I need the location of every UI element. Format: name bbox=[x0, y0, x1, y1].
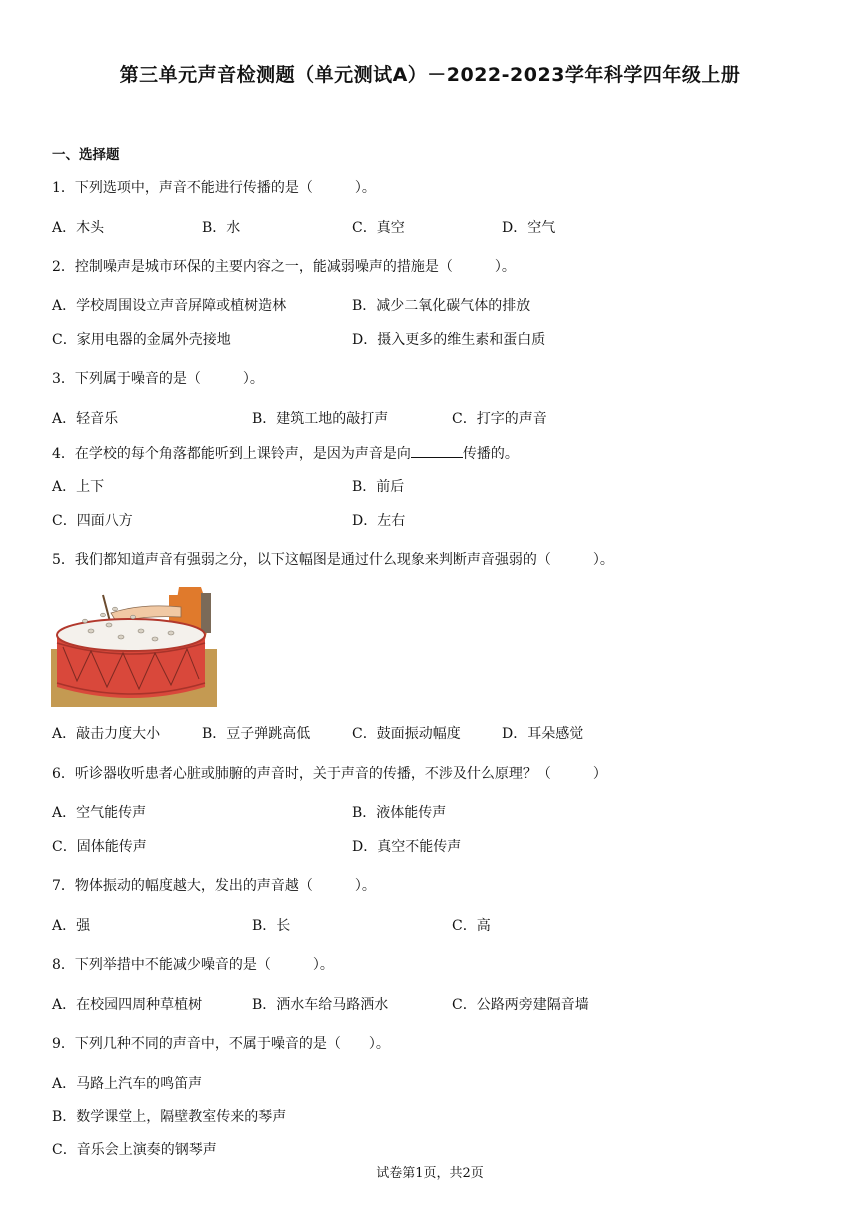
q9-option-a: A．马路上汽车的鸣笛声 bbox=[52, 1076, 203, 1092]
q9-option-b: B．数学课堂上，隔壁教室传来的琴声 bbox=[52, 1109, 287, 1125]
drum-illustration bbox=[51, 587, 217, 707]
q1-option-b: B．水 bbox=[202, 220, 241, 236]
section-heading: 一、选择题 bbox=[52, 147, 120, 163]
q2-option-a: A．学校周围设立声音屏障或植树造林 bbox=[52, 298, 287, 314]
q8-option-a: A．在校园四周种草植树 bbox=[52, 997, 203, 1013]
q5-option-b: B．豆子弹跳高低 bbox=[202, 726, 311, 742]
q7-option-c: C．高 bbox=[452, 918, 491, 934]
question-1-stem: 1．下列选项中，声音不能进行传播的是（ ）。 bbox=[52, 180, 376, 196]
q6-option-c: C．固体能传声 bbox=[52, 839, 147, 855]
q3-option-a: A．轻音乐 bbox=[52, 411, 119, 427]
q6-option-d: D．真空不能传声 bbox=[352, 839, 462, 855]
q1-option-c: C．真空 bbox=[352, 220, 405, 236]
q5-option-c: C．鼓面振动幅度 bbox=[352, 726, 461, 742]
q4-option-d: D．左右 bbox=[352, 513, 406, 529]
question-4-stem bbox=[52, 444, 519, 463]
q2-option-c: C．家用电器的金属外壳接地 bbox=[52, 332, 231, 348]
page-title: 第三单元声音检测题（单元测试A）－2022-2023学年科学四年级上册 bbox=[119, 64, 741, 86]
q9-option-c: C．音乐会上演奏的钢琴声 bbox=[52, 1142, 217, 1158]
question-6-stem: 6．听诊器收听患者心脏或肺腑的声音时，关于声音的传播，不涉及什么原理？（ ） bbox=[52, 766, 607, 782]
question-4-stem-after: 传播的。 bbox=[462, 446, 519, 462]
q4-option-b: B．前后 bbox=[352, 479, 405, 495]
answer-blank[interactable] bbox=[411, 444, 463, 458]
question-8-stem: 8．下列举措中不能减少噪音的是（ ）。 bbox=[52, 957, 334, 973]
question-4-stem-before: 4．在学校的每个角落都能听到上课铃声，是因为声音是向 bbox=[52, 446, 411, 462]
q4-option-a: A．上下 bbox=[52, 479, 105, 495]
q6-option-b: B．液体能传声 bbox=[352, 805, 447, 821]
q7-option-a: A．强 bbox=[52, 918, 91, 934]
q2-option-d: D．摄入更多的维生素和蛋白质 bbox=[352, 332, 546, 348]
q3-option-c: C．打字的声音 bbox=[452, 411, 547, 427]
q5-option-a: A．敲击力度大小 bbox=[52, 726, 161, 742]
q8-option-c: C．公路两旁建隔音墙 bbox=[452, 997, 589, 1013]
q5-option-d: D．耳朵感觉 bbox=[502, 726, 584, 742]
question-7-stem: 7．物体振动的幅度越大，发出的声音越（ ）。 bbox=[52, 878, 376, 894]
question-5-stem: 5．我们都知道声音有强弱之分，以下这幅图是通过什么现象来判断声音强弱的（ ）。 bbox=[52, 552, 614, 568]
question-9-stem: 9．下列几种不同的声音中，不属于噪音的是（ ）。 bbox=[52, 1036, 390, 1052]
q3-option-b: B．建筑工地的敲打声 bbox=[252, 411, 389, 427]
q7-option-b: B．长 bbox=[252, 918, 291, 934]
q6-option-a: A．空气能传声 bbox=[52, 805, 147, 821]
q4-option-c: C．四面八方 bbox=[52, 513, 133, 529]
question-2-stem: 2．控制噪声是城市环保的主要内容之一，能减弱噪声的措施是（ ）。 bbox=[52, 259, 516, 275]
drum-top bbox=[57, 619, 205, 651]
q8-option-b: B．洒水车给马路洒水 bbox=[252, 997, 389, 1013]
q2-option-b: B．减少二氧化碳气体的排放 bbox=[352, 298, 531, 314]
question-3-stem: 3．下列属于噪音的是（ ）。 bbox=[52, 371, 264, 387]
q1-option-a: A．木头 bbox=[52, 220, 105, 236]
q1-option-d: D．空气 bbox=[502, 220, 556, 236]
page-footer: 试卷第1页，共2页 bbox=[376, 1166, 484, 1181]
